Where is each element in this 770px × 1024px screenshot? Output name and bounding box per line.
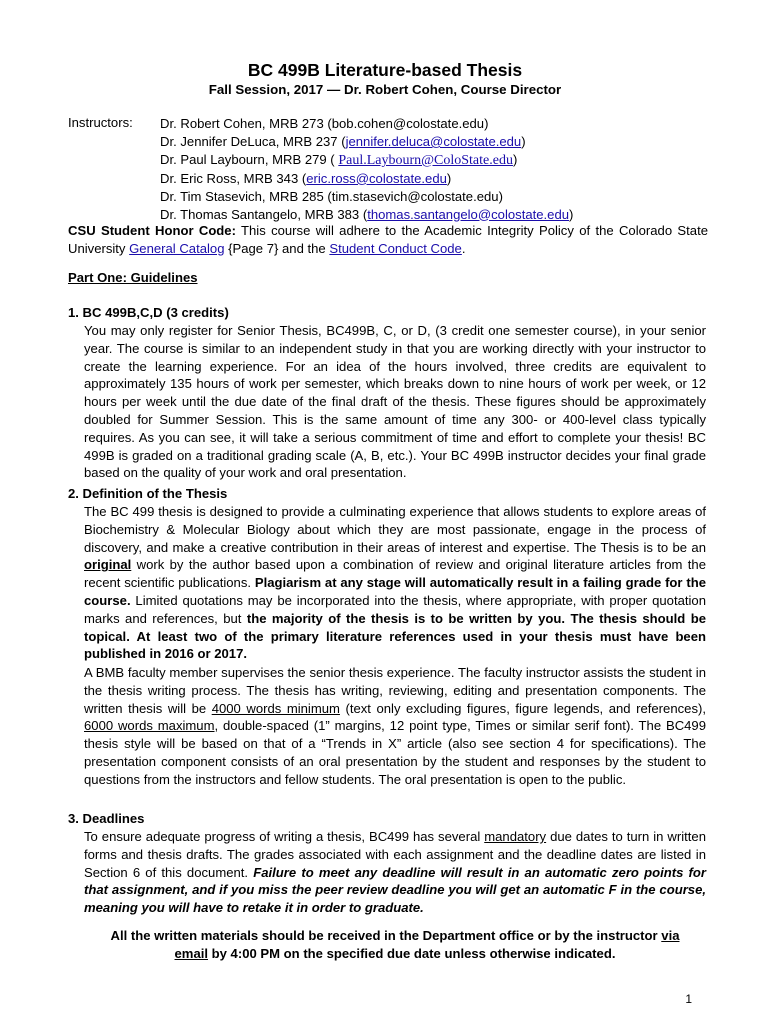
instructor-line bbox=[160, 115, 573, 133]
final-notice-text: by 4:00 PM on the specified due date unless otherwise indicated. bbox=[208, 945, 616, 961]
section-2-text: A BMB faculty member supervises the senior thesis experience. The faculty instructor assists the student in the thesis writing process. The thesis has writing, reviewing, editing and presentation components. The written thesis will be bbox=[84, 665, 706, 716]
section-2-text: The BC 499 thesis is designed to provide a culminating experience that allows students to explore areas of Biochemistry & Molecular Biology about which they are most passionate, engage in the process of discovery, and make a creative contribution in their areas of interest and expertise. The Thesis is to be an bbox=[84, 504, 706, 555]
honor-code-text: This course will adhere to the Academic Integrity Policy of the Colorado State University bbox=[68, 223, 708, 256]
deadline-warning: Failure to meet any deadline will result in an automatic zero points for that assignment, and if you miss the peer review deadline you will get an automatic F in the course, meaning you will have to retake it in order to graduate. bbox=[84, 864, 706, 916]
majority-requirement: the majority of the thesis is to be written by you. The thesis should be topical. At least two of the primary literature references used in your thesis must have been published in 2016 or 2017. bbox=[84, 610, 706, 662]
section-2-text: work by the author based upon a combination of review and original literature articles from the recent scientific publications. bbox=[84, 557, 706, 591]
instructor-line bbox=[160, 151, 573, 170]
part-one-heading: Part One: Guidelines bbox=[68, 270, 198, 285]
instructor-line bbox=[160, 170, 573, 188]
instructors-label: Instructors: bbox=[68, 115, 133, 130]
instructor-text: ) bbox=[521, 133, 526, 149]
section-1-body: You may only register for Senior Thesis, BC499B, C, or D, (3 credit one semester course), in your senior year. The course is similar to an independent study in that you are working directly with your instructor to create the learning experience. For an idea of the hours involved, three credits are equivalent to approximately 135 hours of work per semester, which breaks down to nine hours of work per week, or 12 hours per week until the due date of the final draft of the thesis. These figures should be approximately doubled for Summer Session. This is the same amount of time any 300- or 400-level class typically requires. As you can see, it will take a serious commitment of time and effort to complete your thesis! BC 499B is graded on a traditional grading scale (A, B, etc.). Your BC 499B instructor decides your final grade based on the quality of your work and oral presentation. bbox=[84, 323, 706, 481]
instructor-line bbox=[160, 133, 573, 151]
section-3-body bbox=[84, 828, 706, 917]
document-subtitle: Fall Session, 2017 — Dr. Robert Cohen, Course Director bbox=[208, 82, 562, 97]
email-emphasis: email bbox=[174, 945, 208, 961]
honor-code-text: . bbox=[461, 240, 466, 256]
instructor-text: ) bbox=[569, 206, 574, 222]
instructor-text: Dr. Robert Cohen, MRB 273 (bob.cohen@colostate.edu) bbox=[160, 116, 489, 131]
instructor-line bbox=[160, 206, 573, 224]
instructor-email-link[interactable]: Paul.Laybourn@ColoState.edu bbox=[338, 152, 513, 168]
section-2-heading: 2. Definition of the Thesis bbox=[68, 486, 228, 501]
instructors-list bbox=[160, 115, 573, 223]
section-2-paragraph-2 bbox=[84, 664, 706, 789]
instructor-email-link[interactable]: jennifer.deluca@colostate.edu bbox=[345, 133, 522, 149]
original-emphasis: original bbox=[84, 557, 132, 573]
honor-code-text: {Page 7} and the bbox=[224, 240, 330, 256]
instructor-email-link[interactable]: eric.ross@colostate.edu bbox=[306, 170, 447, 186]
honor-code-label: CSU Student Honor Code: bbox=[68, 223, 236, 238]
final-notice-text: All the written materials should be received in the Department office or by the instructor bbox=[110, 928, 662, 943]
instructor-text: Dr. Eric Ross, MRB 343 ( bbox=[160, 170, 307, 186]
section-2-text: (text only excluding figures, figure legends, and references), bbox=[339, 700, 706, 716]
section-1-heading: 1. BC 499B,C,D (3 credits) bbox=[68, 305, 229, 320]
final-notice bbox=[84, 927, 706, 963]
mandatory-emphasis: mandatory bbox=[484, 829, 547, 844]
section-3-text: To ensure adequate progress of writing a thesis, BC499 has several bbox=[84, 829, 485, 844]
instructor-text: Dr. Tim Stasevich, MRB 285 (tim.stasevich@colostate.edu) bbox=[160, 188, 503, 204]
student-conduct-code-link[interactable]: Student Conduct Code bbox=[329, 240, 462, 256]
instructor-text: ) bbox=[446, 170, 452, 186]
document-title: BC 499B Literature-based Thesis bbox=[247, 60, 523, 80]
section-3-heading: 3. Deadlines bbox=[68, 811, 145, 826]
via-emphasis: via bbox=[661, 928, 680, 943]
section-2-text: , double-spaced (1” margins, 12 point type, Times or similar serif font). The BC499 thesis style will be based on that of a “Trends in X” article (also see section 4 for specifications). The presentation component consists of an oral presentation by the student and responses by the student to questions from the instructors and fellow students. The oral presentation is open to the public. bbox=[84, 718, 707, 787]
section-3-text: due dates to turn in written forms and thesis drafts. The grades associated with each assignment and the deadline dates are listed in Section 6 of this document. bbox=[84, 829, 706, 880]
general-catalog-link[interactable]: General Catalog bbox=[129, 240, 225, 256]
plagiarism-warning: Plagiarism at any stage will automatically result in a failing grade for the course. bbox=[84, 575, 706, 608]
honor-code-paragraph bbox=[68, 222, 708, 258]
instructor-line bbox=[160, 188, 573, 206]
page-number: 1 bbox=[685, 992, 692, 1006]
instructor-text: Dr. Thomas Santangelo, MRB 383 ( bbox=[160, 206, 368, 222]
section-2-paragraph-1 bbox=[84, 503, 706, 663]
word-minimum: 4000 words minimum bbox=[211, 700, 340, 716]
instructor-text: Dr. Paul Laybourn, MRB 279 ( bbox=[160, 151, 339, 167]
instructor-text: ) bbox=[512, 151, 518, 167]
word-maximum: 6000 words maximum bbox=[84, 718, 215, 734]
instructor-email-link[interactable]: thomas.santangelo@colostate.edu bbox=[367, 206, 570, 222]
section-2-text: Limited quotations may be incorporated into the thesis, where appropriate, with proper quotation marks and references, but bbox=[84, 592, 706, 626]
instructor-text: Dr. Jennifer DeLuca, MRB 237 ( bbox=[160, 133, 346, 149]
